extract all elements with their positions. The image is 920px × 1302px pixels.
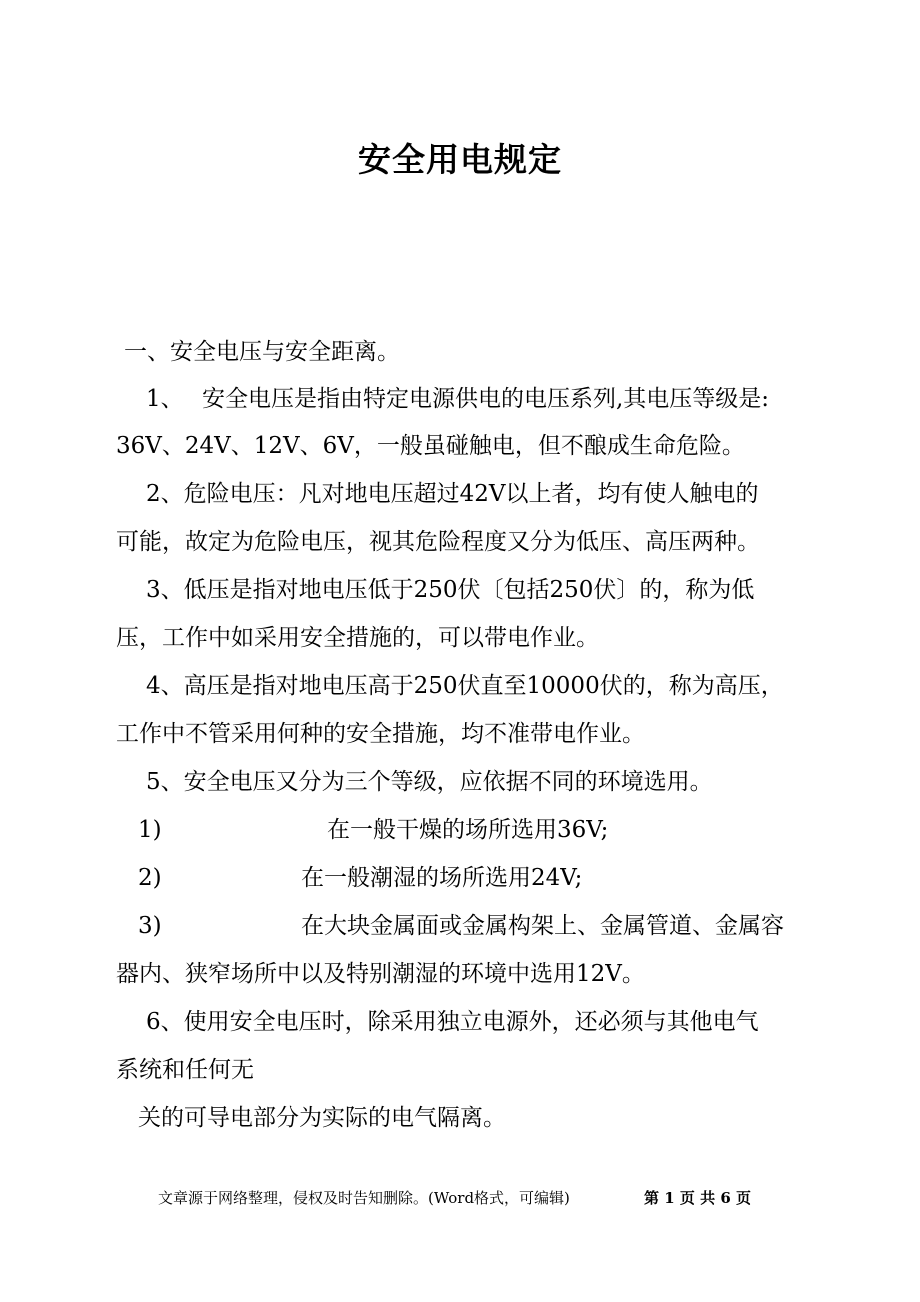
paragraph-2-line-1: 2、危险电压：凡对地电压超过42V以上者，均有使人触电的 [146,481,759,507]
footer-page-number: 第 1 页 共 6 页 [644,1189,751,1207]
paragraph-6-line-2: 系统和任何无 [116,1057,254,1083]
sub-item-1-text: 在一般干燥的场所选用36V; [327,817,609,843]
paragraph-1-line-1: 安全电压是指由特定电源供电的电压系列,其电压等级是: [202,386,770,412]
paragraph-5-line-1: 5、安全电压又分为三个等级，应依据不同的环境选用。 [146,769,713,795]
paragraph-4-line-1: 4、高压是指对地电压高于250伏直至10000伏的，称为高压， [146,673,784,699]
paragraph-1-line-2: 36V、24V、12V、6V，一般虽碰触电，但不酿成生命危险。 [116,433,745,459]
footer-note: 文章源于网络整理，侵权及时告知删除。(Word格式，可编辑) [158,1189,570,1207]
paragraph-3-line-2: 压，工作中如采用安全措施的，可以带电作业。 [116,625,599,651]
paragraph-1-number: 1、 [146,386,184,412]
paragraph-3-line-1: 3、低压是指对地电压低于250伏〔包括250伏〕的，称为低 [146,577,755,603]
paragraph-4-line-2: 工作中不管采用何种的安全措施，均不准带电作业。 [116,721,645,747]
sub-item-3-text: 在大块金属面或金属构架上、金属管道、金属容 [301,913,784,939]
sub-item-3-number: 3) [138,913,162,939]
sub-item-1-number: 1) [138,817,162,843]
paragraph-6-line-3: 关的可导电部分为实际的电气隔离。 [138,1105,506,1131]
sub-item-3-line-2: 器内、狭窄场所中以及特别潮湿的环境中选用12V。 [116,961,645,987]
paragraph-2-line-2: 可能，故定为危险电压，视其危险程度又分为低压、高压两种。 [116,529,760,555]
document-title: 安全用电规定 [358,140,562,179]
sub-item-2-text: 在一般潮湿的场所选用24V; [301,865,583,891]
sub-item-2-number: 2) [138,865,162,891]
section-heading: 一、安全电压与安全距离。 [124,339,400,365]
paragraph-6-line-1: 6、使用安全电压时，除采用独立电源外，还必须与其他电气 [146,1009,759,1035]
